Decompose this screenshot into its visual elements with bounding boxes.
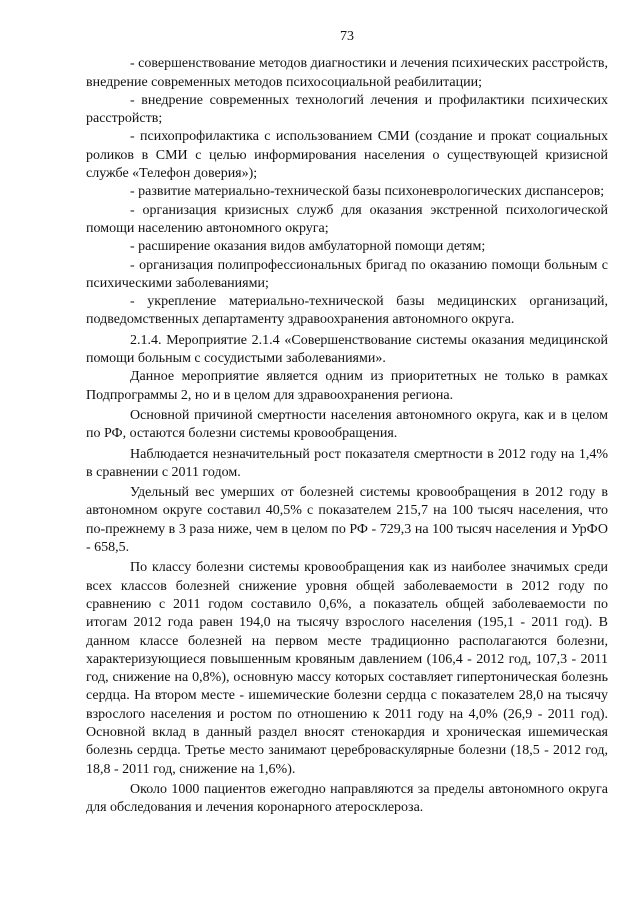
paragraph-morbidity: По классу болезни системы кровообращения как из наиболее значимых среди всех классов болезней снижение уровня общей заболеваемости в 2012 году по сравнению с 2011 годом составило 0,6%, а показатель общей заболеваемости по итогам 2012 года равен 194,0 на тысячу взрослого населения (195,1 - 2011 год). В данном классе болезней на первом месте традиционно располагаются болезни, характеризующиеся повышенным кровяным давлением (106,4 - 2012 год, 107,3 - 2011 год, снижение на 0,8%), основную массу которых составляет гипертоническая болезнь сердца. На втором месте - ишемические болезни сердца с показателем 28,0 на тысячу взрослого населения и ростом по отношению к 2011 году на 4,0% (26,9 - 2011 год). Основной вклад в данный раздел вносят стенокардия и хроническая ишемическая болезнь сердца. Третье место занимают цереброваскулярные болезни (18,5 - 2012 год, 18,8 - 2011 год, снижение на 1,6%). [86, 560, 608, 777]
paragraph-patients-referral: Около 1000 пациентов ежегодно направляются за пределы автономного округа для обследования и лечения коронарного атеросклероза. [86, 781, 608, 816]
document-page [86, 28, 608, 817]
paragraph-share-deaths: Удельный вес умерших от болезней системы кровообращения в 2012 году в автономном округе составил 40,5% с показателем 215,7 на 100 тысяч населения, что по-прежнему в 3 раза ниже, чем в целом по РФ - 729,3 на 100 тысяч населения и УрФО - 658,5. [86, 485, 608, 556]
paragraph-mortality-growth: Наблюдается незначительный рост показателя смертности в 2012 году на 1,4% в сравнении с 2011 годом. [86, 446, 608, 480]
list-item-outpatient-children: - расширение оказания видов амбулаторной помощи детям; [130, 239, 486, 255]
list-item-brigades: - организация полипрофессиональных бригад по оказанию помощи больным с психическими заболеваниями; [86, 257, 608, 291]
list-item-technologies: - внедрение современных технологий лечения и профилактики психических расстройств; [86, 92, 608, 127]
paragraph-priority: Данное мероприятие является одним из приоритетных не только в рамках Подпрограммы 2, но и в целом для здравоохранения региона. [86, 369, 608, 403]
paragraph-mortality-cause: Основной причиной смертности населения автономного округа, как и в целом по РФ, остаются болезни системы кровообращения. [86, 407, 608, 442]
section-heading-2-1-4: 2.1.4. Мероприятие 2.1.4 «Совершенствование системы оказания медицинской помощи больным с сосудистыми заболеваниями». [86, 332, 608, 367]
list-item-diagnostics: - совершенствование методов диагностики и лечения психических расстройств, внедрение современных методов психосоциальной реабилитации; [86, 56, 608, 90]
list-item-dispensaries: - развитие материально-технической базы психоневрологических диспансеров; [130, 184, 605, 200]
list-item-crisis-services: - организация кризисных служб для оказания экстренной психологической помощи населению автономного округа; [86, 202, 608, 236]
page-number: 73 [340, 29, 354, 44]
list-item-material-base: - укрепление материально-технической базы медицинских организаций, подведомственных департаменту здравоохранения автономного округа. [86, 294, 608, 328]
list-item-psychoprophylaxis: - психопрофилактика с использованием СМИ (создание и прокат социальных роликов в СМИ с целью информирования населения о существующей кризисной службе «Телефон доверия»); [86, 129, 608, 182]
